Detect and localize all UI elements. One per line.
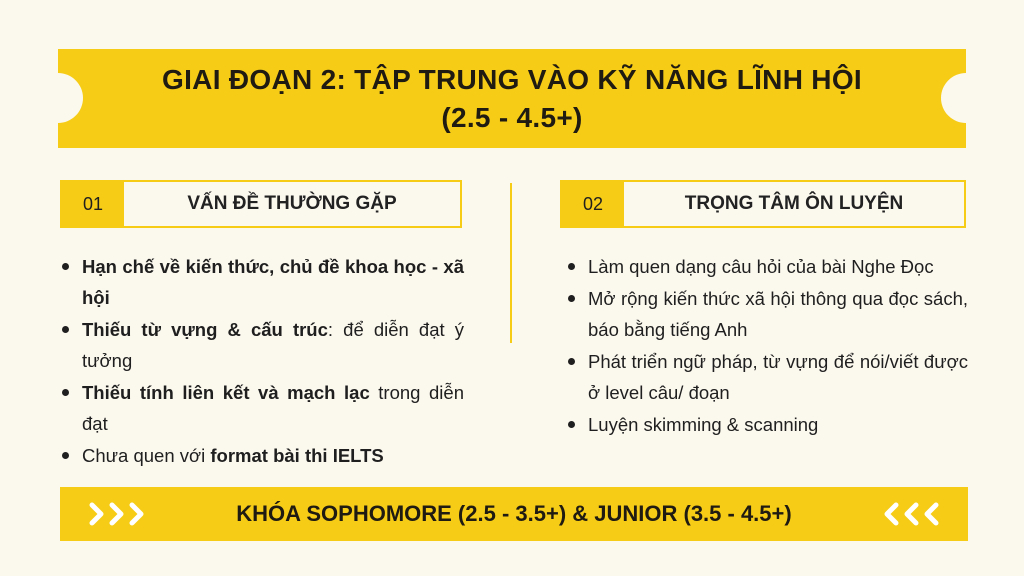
banner-subtitle: (2.5 - 4.5+) [441, 101, 583, 133]
list-item: Phát triển ngữ pháp, từ vựng để nói/viết được ở level câu/ đoạn [566, 346, 968, 408]
title-banner [58, 49, 966, 148]
list-item: Chưa quen với format bài thi IELTS [60, 440, 464, 471]
course-title: KHÓA SOPHOMORE (2.5 - 3.5+) & JUNIOR (3.5 - 4.5+) [236, 501, 792, 526]
banner-title: GIAI ĐOẠN 2: TẬP TRUNG VÀO KỸ NĂNG LĨNH HỘI [162, 63, 862, 95]
section-title: TRỌNG TÂM ÔN LUYỆN [684, 193, 904, 214]
section-title: VẤN ĐỀ THƯỜNG GẶP [187, 193, 397, 214]
list-item: Hạn chế về kiến thức, chủ đề khoa học - xã hội [60, 251, 464, 313]
section-header-problems [60, 180, 462, 228]
section-header-focus [560, 180, 966, 228]
column-divider [510, 183, 512, 343]
list-item: Làm quen dạng câu hỏi của bài Nghe Đọc [566, 251, 968, 282]
list-item: Thiếu từ vựng & cấu trúc: để diễn đạt ý tưởng [60, 314, 464, 376]
list-item: Mở rộng kiến thức xã hội thông qua đọc sách, báo bằng tiếng Anh [566, 283, 968, 345]
section-number: 01 [62, 182, 124, 226]
list-item: Thiếu tính liên kết và mạch lạc trong diễn đạt [60, 377, 464, 439]
list-item: Luyện skimming & scanning [566, 409, 968, 440]
problems-list [60, 251, 464, 472]
focus-list [566, 251, 968, 441]
section-number: 02 [562, 182, 624, 226]
chevrons-right-icon [86, 500, 156, 528]
course-footer-bar [60, 487, 968, 541]
chevrons-left-icon [872, 500, 942, 528]
